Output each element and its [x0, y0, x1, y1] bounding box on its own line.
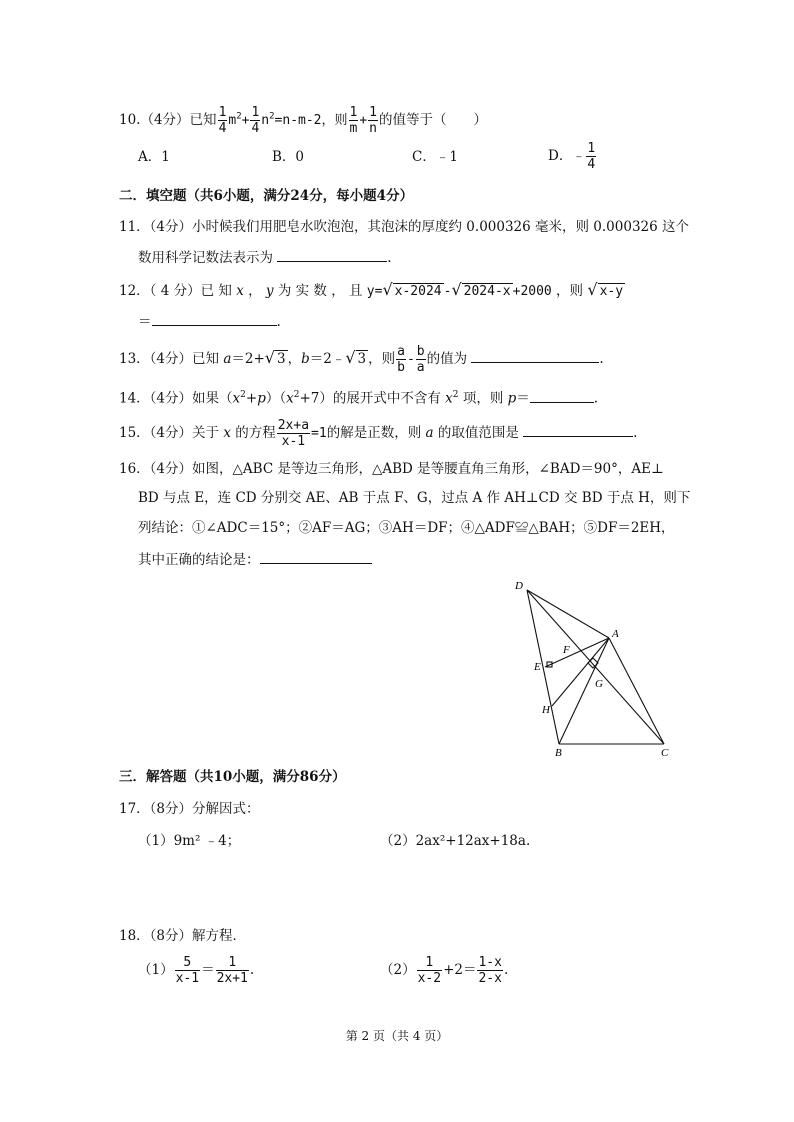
geometry-figure	[505, 575, 685, 760]
label-C: C	[661, 747, 669, 759]
q13-stem: 13．（4分）已知 a＝2+√ 3 ，b＝2﹣√ 3 ，则 $\frac{a}{b}$ - $\frac{b}{a}$ 的值为 .	[119, 344, 604, 375]
q10-option-b: B．0	[272, 149, 305, 165]
q10-stem: 10.（4分）已知 $\frac{1}{4}$ $m^2+$ $\frac{1}{4}$ $n^2=n-m-2$，则 $\frac{1}{m}$ + $\frac{1}{n}$ 的值等于（ ）	[119, 105, 487, 136]
segment-AE	[545, 638, 609, 667]
answer-blank[interactable]	[523, 423, 633, 437]
segment-DA	[527, 590, 609, 638]
q10-option-a: A．1	[138, 149, 170, 165]
label-B: B	[555, 747, 562, 759]
label-D: D	[515, 580, 523, 592]
page-footer: 第 2 页（共 4 页）	[345, 1029, 449, 1043]
q16-line3: 列结论：①∠ADC＝15°；②AF＝AG；③AH＝DF；④△ADF≌△BAH；⑤DF＝2EH，	[138, 520, 675, 536]
answer-blank[interactable]	[152, 312, 277, 326]
label-A: A	[612, 628, 619, 640]
label-E: E	[534, 661, 541, 673]
q18-part1: （1） $\frac{5}{x-1}$ ＝ $\frac{1}{2x+1}$ .	[138, 955, 255, 986]
q10-option-c: C．﹣1	[412, 149, 458, 165]
section-fill-blank-title: 二．填空题（共6小题，满分24分，每小题4分）	[119, 188, 414, 204]
segment-DB	[527, 590, 559, 744]
fraction-1-over-m: $\frac{1}{m}$	[349, 105, 358, 136]
fraction-quarter: $\frac{1}{4}$	[251, 105, 260, 136]
q10-option-d: D．﹣ $\frac{1}{4}$	[548, 141, 596, 172]
answer-blank[interactable]	[277, 248, 387, 262]
label-G: G	[595, 678, 603, 690]
q18-stem: 18．（8分）解方程．	[119, 928, 247, 944]
q14-stem: 14．（4分）如果$(x^2+p)(x^2+7)$的展开式中不含有 $x^2$ 项，则 p＝ .	[119, 390, 599, 407]
q17-part2: （2）2ax²+12ax+18a.	[380, 833, 531, 849]
answer-blank[interactable]	[471, 349, 599, 363]
fraction-1-over-n: $\frac{1}{n}$	[369, 105, 377, 136]
section-solutions-title: 三．解答题（共10小题，满分86分）	[119, 769, 346, 785]
q17-part1: （1）9m² ﹣4；	[138, 833, 241, 849]
q11-line1: 11．（4分）小时候我们用肥皂水吹泡泡，其泡沫的厚度约 0.000326 毫米，则 0.000326 这个	[119, 219, 690, 235]
q18-part2: （2） $\frac{1}{x-2}$ +2＝ $\frac{1-x}{2-x}$ .	[380, 955, 509, 986]
q16-line2: BD 与点 E，连 CD 分别交 AE、AB 于点 F、G，过点 A 作 AH⊥CD 交 BD 于点 H，则下	[138, 490, 691, 506]
q16-line4: 其中正确的结论是：	[138, 550, 372, 570]
answer-blank[interactable]	[530, 389, 594, 403]
q12-line2: ＝ .	[138, 314, 281, 330]
answer-blank[interactable]	[260, 550, 372, 564]
label-F: F	[563, 644, 570, 656]
q12-line1: 12．（ 4 分）已 知 x ， y 为 实 数 ， 且 y=√ x-2024 -√ 2024-x +2000 ，则 √ x-y	[119, 280, 624, 299]
q16-line1: 16．（4分）如图，△ABC 是等边三角形，△ABD 是等腰直角三角形，∠BAD＝90°，AE⊥	[119, 461, 664, 477]
fraction-quarter: $\frac{1}{4}$	[218, 105, 227, 136]
q15-stem: 15．（4分）关于 x 的方程 $\frac{2x+a}{x-1}$ =1的解是正数，则 a 的取值范围是 .	[119, 418, 638, 449]
q11-line2: 数用科学记数法表示为 .	[138, 250, 392, 266]
label-H: H	[542, 704, 550, 716]
q17-stem: 17．（8分）分解因式：	[119, 801, 260, 817]
